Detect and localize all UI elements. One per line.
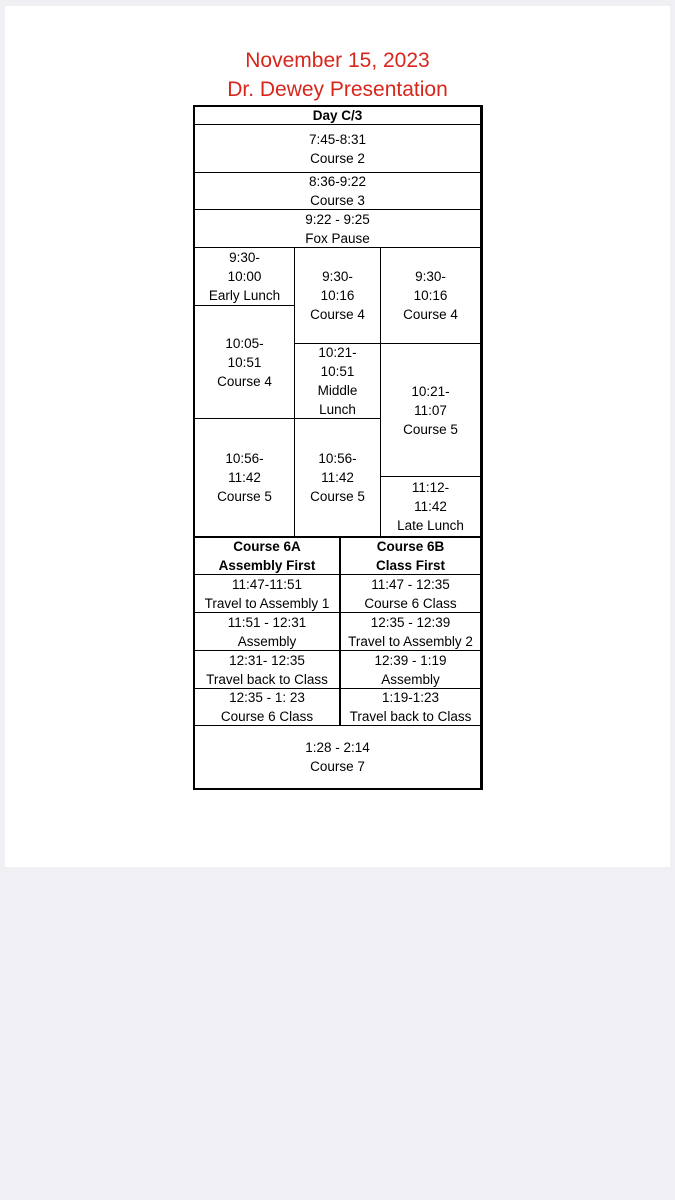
period-cell <box>195 419 294 536</box>
course-6a-row <box>195 651 339 688</box>
period-label: Travel to Assembly 2 <box>348 633 473 649</box>
period-label: Travel back to Class <box>349 709 472 724</box>
period-label: Travel to Assembly 1 <box>204 595 330 611</box>
period-cell <box>295 344 380 418</box>
period-label: Course 2 <box>310 150 365 166</box>
course-6a-header: Course 6A Assembly First <box>218 539 316 573</box>
period-time: 12:39 - 1:19 <box>374 652 447 668</box>
period-time: 10:05- <box>225 335 264 351</box>
period-time: 9:30- <box>229 250 260 265</box>
period-time: 12:35 - 1: 23 <box>229 690 305 705</box>
period-time: 9:30- <box>415 269 446 284</box>
course-6a-row <box>195 689 339 725</box>
period-cell <box>195 210 480 247</box>
period-cell <box>195 726 480 788</box>
period-label: Course 6 Class <box>364 595 457 611</box>
period-time: 11:51 - 12:31 <box>227 614 307 630</box>
period-time: 10:51 <box>227 354 262 370</box>
period-label: Course 4 <box>310 307 365 322</box>
period-cell <box>381 248 480 343</box>
period-label: Course 4 <box>217 373 272 389</box>
period-cell <box>195 173 480 209</box>
period-label: Course 6 Class <box>220 709 314 724</box>
period-time: 10:51 <box>320 364 355 379</box>
period-label: Fox Pause <box>305 230 370 246</box>
course-6a-row <box>195 575 339 612</box>
period-label: Course 5 <box>217 489 272 504</box>
period-time: 10:16 <box>320 288 355 303</box>
period-time: 12:31- 12:35 <box>229 652 305 668</box>
period-label: Course 4 <box>403 307 458 322</box>
period-cell <box>195 248 294 305</box>
course-6b-row <box>341 689 480 725</box>
period-time: 11:42 <box>321 470 354 485</box>
period-time: 10:21- <box>411 383 450 399</box>
period-time: 11:42 <box>228 470 261 485</box>
event-title: Dr. Dewey Presentation <box>227 78 448 101</box>
period-time: 10:21- <box>318 345 357 360</box>
period-label: Course 3 <box>310 193 365 208</box>
course-6b-row <box>341 613 480 650</box>
bell-schedule-table <box>193 105 483 790</box>
period-time: 10:56- <box>318 451 357 466</box>
period-cell <box>381 477 480 536</box>
period-label: Assembly <box>381 671 440 687</box>
period-label: Lunch <box>319 402 356 417</box>
period-time: 10:16 <box>413 288 448 303</box>
course-6b-row <box>341 651 480 688</box>
period-time: 11:47-11:51 <box>231 576 303 592</box>
period-cell <box>195 306 294 418</box>
course-6b-row <box>341 575 480 612</box>
period-time: 1:19-1:23 <box>381 690 440 705</box>
table-border-bottom <box>193 788 483 790</box>
period-cell <box>381 344 480 476</box>
period-cell <box>295 248 380 343</box>
period-time: 7:45-8:31 <box>308 131 367 147</box>
period-time: 10:56- <box>225 451 264 466</box>
period-time: 12:35 - 12:39 <box>370 614 451 630</box>
period-time: 9:30- <box>322 269 353 284</box>
period-time: 1:28 - 2:14 <box>305 740 370 755</box>
period-label: Course 7 <box>310 759 365 774</box>
period-cell <box>295 419 380 536</box>
course-6a-row <box>195 613 339 650</box>
schedule-date: November 15, 2023 <box>245 49 430 72</box>
period-label: Assembly <box>237 633 297 649</box>
period-label: Early Lunch <box>208 288 281 303</box>
period-time: 11:12- <box>411 480 450 495</box>
day-label: Day C/3 <box>312 108 363 123</box>
period-label: Course 5 <box>310 489 365 504</box>
period-time: 8:36-9:22 <box>308 174 367 189</box>
period-time: 11:07 <box>414 402 447 418</box>
period-label: Course 5 <box>403 421 458 437</box>
period-cell <box>195 125 480 172</box>
period-time: 11:47 - 12:35 <box>371 576 450 592</box>
period-time: 10:00 <box>227 269 262 284</box>
course-6b-header: Course 6B Class First <box>375 539 446 573</box>
period-label: Travel back to Class <box>206 671 328 687</box>
period-label: Middle <box>317 383 358 398</box>
period-time: 9:22 - 9:25 <box>305 211 370 227</box>
period-label: Late Lunch <box>397 518 464 533</box>
period-time: 11:42 <box>414 499 447 514</box>
